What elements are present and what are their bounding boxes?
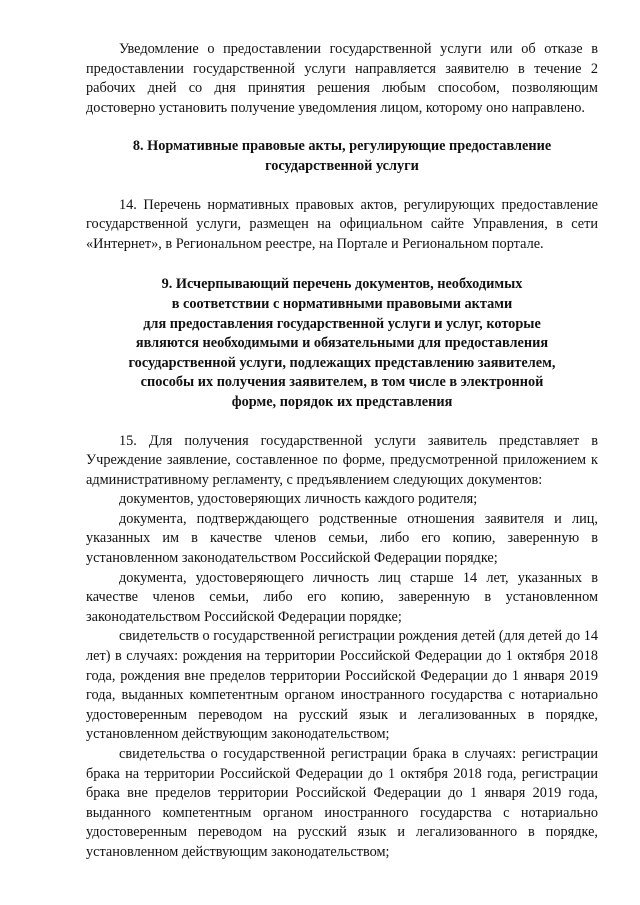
section-9-heading-line: для предоставления государственной услуги и услуг, которые bbox=[143, 315, 541, 332]
list-item-identity-documents: документов, удостоверяющих личность каждого родителя; bbox=[119, 491, 478, 508]
list-item-over-14-identity: документа, удостоверяющего личность лиц старше 14 лет, указанных в качестве членов семьи, либо его копию, заверенную в установленном законодательством Российской Федерации порядке; bbox=[86, 569, 598, 625]
section-9-heading-line: государственной услуги, подлежащих представлению заявителем, bbox=[128, 354, 556, 371]
section-9-heading-line: способы их получения заявителем, в том числе в электронной bbox=[140, 374, 544, 391]
notice-paragraph: Уведомление о предоставлении государственной услуги или об отказе в предоставлении государственной услуги направляется заявителю в течение 2 рабочих дней со дня принятия решения любым способом, позволяющим достоверно установить получение уведомления лицом, которому оно направлено. bbox=[86, 41, 598, 116]
section-9-heading bbox=[86, 275, 598, 412]
section-8-heading-line: государственной услуги bbox=[265, 157, 419, 174]
section-9-heading-line: в соответствии с нормативными правовыми актами bbox=[171, 295, 513, 312]
list-item-relationship-document: документа, подтверждающего родственные отношения заявителя и лиц, указанных им в качестве членов семьи, либо его копию, заверенную в установленном законодательством Российской Федерации порядке; bbox=[86, 510, 598, 567]
section-8-heading bbox=[86, 137, 598, 176]
paragraph-14: 14. Перечень нормативных правовых актов, регулирующих предоставление государственной услуги, размещен на официальном сайте Управления, в сети «Интернет», в Региональном реестре, на Портале и Региональном портале. bbox=[86, 196, 598, 252]
list-item-birth-certificates: свидетельств о государственной регистрации рождения детей (для детей до 14 лет) в случаях: рождения на территории Российской Федерации до 1 октября 2018 года, рождения вне пределов территории Российской Федерации до 1 января 2019 года, выданных компетентным органом иностранного государства с нотариально удостоверенным переводом на русский язык и легализованных в порядке, установленном действующим законодательством; bbox=[86, 628, 598, 743]
section-8-heading-line: 8. Нормативные правовые акты, регулирующие предоставление bbox=[132, 138, 552, 155]
section-9-heading-line: 9. Исчерпывающий перечень документов, необходимых bbox=[161, 276, 523, 293]
section-9-heading-line: являются необходимыми и обязательными для предоставления bbox=[135, 335, 549, 352]
section-9-heading-line: форме, порядок их представления bbox=[231, 393, 453, 410]
document-body bbox=[86, 40, 598, 863]
list-item-marriage-certificate: свидетельства о государственной регистрации брака в случаях: регистрации брака на территории Российской Федерации до 1 октября 2018 года, регистрации брака вне пределов территории Российской Федерации до 1 января 2019 года, выданного компетентным органом иностранного государства с нотариально удостоверенным переводом на русский язык и легализованного в порядке, установленном действующим законодательством; bbox=[86, 746, 598, 860]
paragraph-15: 15. Для получения государственной услуги заявитель представляет в Учреждение заявление, составленное по форме, предусмотренной приложением к административному регламенту, с предъявлением следующих документов: bbox=[86, 432, 598, 488]
